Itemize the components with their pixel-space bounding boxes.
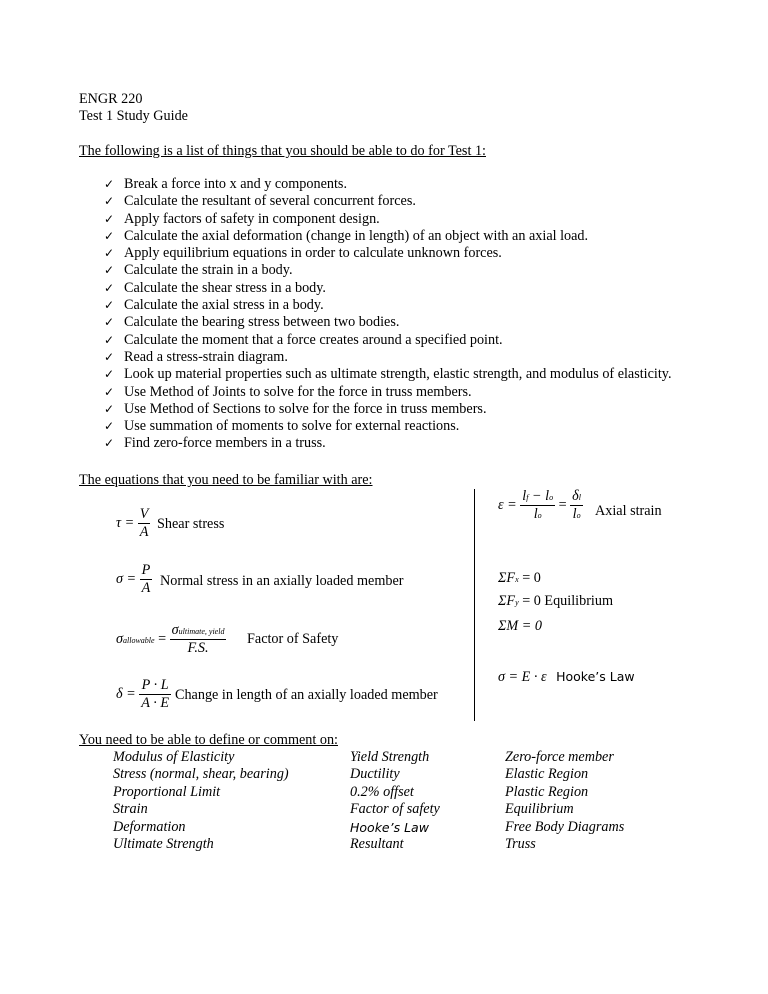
safety-equation xyxy=(116,622,226,657)
define-heading: You need to be able to define or comment on: xyxy=(79,732,338,748)
column-divider xyxy=(474,489,475,721)
normal-stress-equation xyxy=(116,562,152,597)
checkmark-icon: ✓ xyxy=(104,298,115,313)
checklist-item-text: Calculate the axial deformation (change in length) of an object with an axial load. xyxy=(124,227,589,244)
checkmark-icon: ✓ xyxy=(104,194,115,209)
checklist-item xyxy=(104,314,672,331)
equilibrium-m: ΣM = 0 xyxy=(498,618,543,634)
checklist-item xyxy=(104,401,672,418)
strain-equation xyxy=(498,488,583,523)
term-item: Hooke’s Law xyxy=(350,819,429,835)
safety-label: Factor of Safety xyxy=(247,631,339,647)
normal-fraction xyxy=(140,562,153,597)
strain-eq2: = xyxy=(558,496,567,513)
shear-denominator: A xyxy=(139,524,149,540)
safety-num-sub: ultimate, yield xyxy=(178,627,225,636)
normal-denominator: A xyxy=(141,580,151,596)
define-column-1 xyxy=(113,749,289,853)
sum-fy-tail: = 0 xyxy=(522,593,541,609)
term-item: Deformation xyxy=(113,818,186,835)
safety-denominator: F.S. xyxy=(170,639,227,657)
equilibrium-label: Equilibrium xyxy=(544,593,613,609)
strain-numerator-2 xyxy=(570,488,583,505)
define-column-2 xyxy=(350,749,440,853)
checklist-item xyxy=(104,384,672,401)
checklist-item-text: Calculate the axial stress in a body. xyxy=(124,297,324,314)
checklist-item xyxy=(104,366,672,383)
strain-den-sub: o xyxy=(537,511,542,520)
checklist-item xyxy=(104,211,672,228)
checkmark-icon: ✓ xyxy=(104,315,115,330)
hooke-expr: σ = E · ε xyxy=(498,669,547,685)
term-item: Strain xyxy=(113,801,148,818)
checklist-item-text: Calculate the moment that a force creates around a specified point. xyxy=(124,331,503,348)
checklist-item xyxy=(104,332,672,349)
strain-lo-sub: o xyxy=(549,493,554,502)
hooke-equation xyxy=(498,669,635,686)
shear-numerator: V xyxy=(139,506,149,522)
checkmark-icon: ✓ xyxy=(104,367,115,382)
shear-stress-label: Shear stress xyxy=(157,516,225,532)
normal-lhs: σ = xyxy=(116,570,137,587)
checklist-item xyxy=(104,297,672,314)
deformation-lhs: δ = xyxy=(116,685,136,702)
sum-fy: ΣF xyxy=(498,593,516,609)
shear-lhs: τ = xyxy=(116,514,135,531)
strain-lf: l xyxy=(522,488,527,504)
checkmark-icon: ✓ xyxy=(104,228,115,243)
skills-checklist xyxy=(104,176,672,453)
sum-fx-tail: = 0 xyxy=(522,570,541,586)
define-column-3 xyxy=(505,749,624,853)
hooke-label: Hooke’s Law xyxy=(556,669,635,684)
strain-denominator-2 xyxy=(570,505,583,523)
checklist-item xyxy=(104,262,672,279)
checklist-item-text: Calculate the bearing stress between two bodies. xyxy=(124,314,400,331)
term-item: 0.2% offset xyxy=(350,783,414,800)
checklist-item-text: Calculate the resultant of several concurrent forces. xyxy=(124,193,416,210)
strain-denominator-1 xyxy=(520,505,555,523)
page-title: Test 1 Study Guide xyxy=(79,108,188,124)
checklist-item xyxy=(104,228,672,245)
checklist-item xyxy=(104,349,672,366)
strain-minus-lo: − l xyxy=(528,488,550,504)
checkmark-icon: ✓ xyxy=(104,419,115,434)
deformation-equation xyxy=(116,677,171,712)
checklist-item-text: Apply equilibrium equations in order to calculate unknown forces. xyxy=(124,245,502,262)
term-item: Stress (normal, shear, bearing) xyxy=(113,766,289,783)
deformation-numerator: P · L xyxy=(141,677,169,693)
checklist-item-text: Calculate the shear stress in a body. xyxy=(124,279,326,296)
term-item: Proportional Limit xyxy=(113,783,221,800)
course-code: ENGR 220 xyxy=(79,91,143,107)
deformation-label: Change in length of an axially loaded member xyxy=(175,687,438,703)
strain-delta-sub: l xyxy=(578,493,582,502)
equations-heading: The equations that you need to be familiar with are: xyxy=(79,472,373,488)
term-item: Equilibrium xyxy=(505,801,574,818)
sum-fx-sub: x xyxy=(515,575,519,584)
equilibrium-fy xyxy=(498,593,613,610)
term-item: Elastic Region xyxy=(505,766,589,783)
checklist-item xyxy=(104,435,672,452)
safety-numerator xyxy=(170,622,227,639)
term-item: Plastic Region xyxy=(505,783,589,800)
checkmark-icon: ✓ xyxy=(104,211,115,226)
checklist-item-text: Calculate the strain in a body. xyxy=(124,262,293,279)
checkmark-icon: ✓ xyxy=(104,246,115,261)
checklist-item-text: Apply factors of safety in component design. xyxy=(124,210,380,227)
term-item: Modulus of Elasticity xyxy=(113,749,235,765)
checkmark-icon: ✓ xyxy=(104,263,115,278)
shear-stress-equation xyxy=(116,506,150,541)
term-item: Ultimate Strength xyxy=(113,835,214,852)
shear-fraction xyxy=(138,506,151,541)
checkmark-icon: ✓ xyxy=(104,401,115,416)
strain-fraction-2 xyxy=(570,488,583,523)
checklist-item-text: Read a stress-strain diagram. xyxy=(124,348,288,365)
safety-eq: = xyxy=(158,630,167,647)
checklist-item-text: Look up material properties such as ultimate strength, elastic strength, and modulus of elasticity. xyxy=(124,366,672,383)
checkmark-icon: ✓ xyxy=(104,280,115,295)
equilibrium-fx xyxy=(498,570,541,587)
checklist-item xyxy=(104,245,672,262)
term-item: Zero-force member xyxy=(505,749,614,765)
term-item: Ductility xyxy=(350,766,400,783)
safety-lhs: σ xyxy=(116,630,123,647)
safety-lhs-sub: allowable xyxy=(123,635,155,645)
checkmark-icon: ✓ xyxy=(104,332,115,347)
checklist-item-text: Break a force into x and y components. xyxy=(124,176,347,192)
safety-fraction xyxy=(170,622,227,657)
checklist-item-text: Use summation of moments to solve for external reactions. xyxy=(124,418,460,435)
term-item: Resultant xyxy=(350,835,404,852)
checklist-item xyxy=(104,418,672,435)
strain-numerator-1 xyxy=(520,488,555,505)
term-item: Truss xyxy=(505,835,536,852)
term-item: Yield Strength xyxy=(350,749,430,765)
term-item: Free Body Diagrams xyxy=(505,818,625,835)
checklist-item xyxy=(104,193,672,210)
strain-lhs: ε = xyxy=(498,496,517,513)
strain-den2-l: l xyxy=(572,506,577,522)
checklist-item-text: Find zero-force members in a truss. xyxy=(124,435,326,452)
normal-stress-label: Normal stress in an axially loaded member xyxy=(160,573,404,589)
checklist-item xyxy=(104,280,672,297)
checklist-item xyxy=(104,176,672,193)
strain-fraction-1 xyxy=(520,488,555,523)
checkmark-icon: ✓ xyxy=(104,384,115,399)
checklist-intro: The following is a list of things that you should be able to do for Test 1: xyxy=(79,143,486,159)
strain-den-l: l xyxy=(533,506,538,522)
sum-fx: ΣF xyxy=(498,570,516,586)
deformation-fraction xyxy=(139,677,171,712)
sum-fy-sub: y xyxy=(515,598,519,607)
strain-label: Axial strain xyxy=(595,503,662,519)
checkmark-icon: ✓ xyxy=(104,349,115,364)
checklist-item-text: Use Method of Joints to solve for the force in truss members. xyxy=(124,383,472,400)
deformation-denominator: A · E xyxy=(141,695,169,711)
term-item: Factor of safety xyxy=(350,801,440,818)
strain-den2-sub: o xyxy=(576,511,581,520)
safety-num-sigma: σ xyxy=(171,622,179,638)
strain-lf-sub: f xyxy=(526,493,529,502)
strain-delta: δ xyxy=(572,488,579,504)
checkmark-icon: ✓ xyxy=(104,436,115,451)
checklist-item-text: Use Method of Sections to solve for the force in truss members. xyxy=(124,400,487,417)
normal-numerator: P xyxy=(141,562,151,578)
checkmark-icon: ✓ xyxy=(104,177,115,191)
